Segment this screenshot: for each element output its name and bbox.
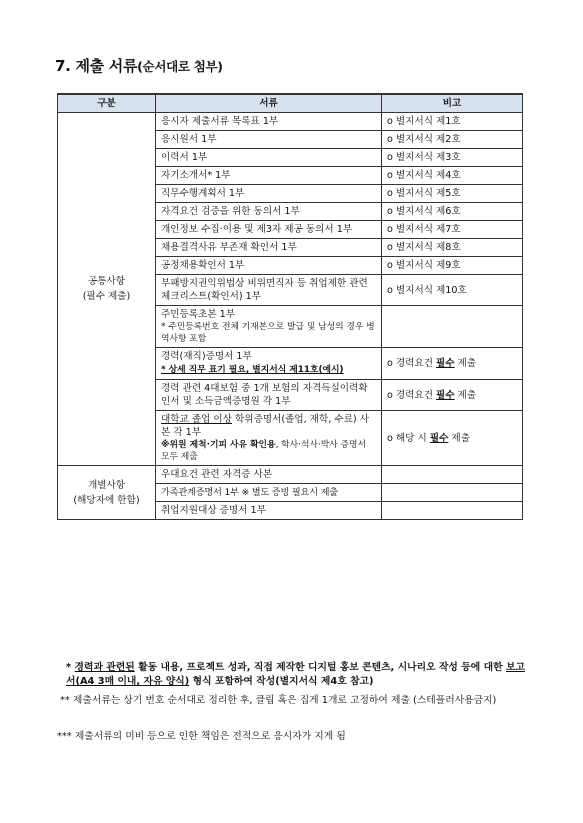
table-header-row bbox=[58, 94, 523, 113]
document-cell: 이력서 1부 bbox=[156, 149, 382, 167]
required-mark: 필수 bbox=[436, 389, 455, 401]
footnote-3: *** 제출서류의 미비 등으로 인한 책임은 전적으로 응시자가 지게 됨 bbox=[57, 731, 346, 742]
document-remark: * 주민등록번호 전체 기재본으로 발급 및 남성의 경우 병역사항 포함 bbox=[161, 322, 375, 344]
table-row bbox=[58, 466, 523, 484]
document-cell: 부패방지권익위법상 비위면직자 등 취업제한 관련 체크리스트(확인서) 1부 bbox=[156, 275, 382, 306]
note-cell: ο 별지서식 제5호 bbox=[382, 185, 523, 203]
table-row bbox=[58, 113, 523, 131]
section-title-sub: (순서대로 첨부) bbox=[137, 59, 223, 74]
note-cell: ο 별지서식 제2호 bbox=[382, 131, 523, 149]
footnote-1: * 경력과 관련된 활동 내용, 프로젝트 성과, 직접 제작한 디지털 홍보 콘텐츠, 시나리오 작성 등에 대한 보고서(A4 3매 이내, 자유 양식) 형식 포함하여 작성(별지서식 제4호 참고) bbox=[66, 662, 525, 687]
note-cell: ο 별지서식 제3호 bbox=[382, 149, 523, 167]
note-cell: ο 별지서식 제4호 bbox=[382, 167, 523, 185]
note-cell: ο 경력요건 필수 제출 bbox=[382, 348, 523, 380]
document-main: 경력(재직)증명서 1부 bbox=[161, 351, 252, 362]
document-cell bbox=[156, 306, 382, 348]
section-title-main: 7. 제출 서류 bbox=[55, 57, 138, 75]
document-cell: 채용결격사유 부존재 확인서 1부 bbox=[156, 239, 382, 257]
note-cell: ο 별지서식 제1호 bbox=[382, 113, 523, 131]
document-main: 주민등록초본 1부 bbox=[161, 309, 236, 320]
document-remark: * 상세 직무 표기 필요, 별지서식 제11호(예시) bbox=[161, 365, 344, 375]
header-document: 서류 bbox=[156, 94, 382, 113]
category-individual: 개별사항 (해당자에 한함) bbox=[58, 466, 156, 520]
section-title bbox=[55, 55, 223, 76]
document-main: 학위증명서(졸업, 재학, 수료) 사본 각 1부 bbox=[161, 414, 369, 438]
note-cell: ο 별지서식 제6호 bbox=[382, 203, 523, 221]
header-note: 비고 bbox=[382, 94, 523, 113]
header-category: 구분 bbox=[58, 94, 156, 113]
note-cell bbox=[382, 502, 523, 520]
required-mark: 필수 bbox=[429, 432, 449, 444]
document-cell: 응시원서 1부 bbox=[156, 131, 382, 149]
document-remark: ※위원 제척·기피 사유 확인용, 학사·석사·박사 증명서 모두 제출 bbox=[161, 440, 367, 462]
document-table bbox=[57, 93, 523, 520]
note-cell: ο 별지서식 제10호 bbox=[382, 275, 523, 306]
document-cell: 개인정보 수집·이용 및 제3자 제공 동의서 1부 bbox=[156, 221, 382, 239]
document-cell bbox=[156, 348, 382, 380]
document-cell bbox=[156, 411, 382, 466]
note-cell bbox=[382, 466, 523, 484]
document-cell: 취업지원대상 증명서 1부 bbox=[156, 502, 382, 520]
document-cell: 직무수행계획서 1부 bbox=[156, 185, 382, 203]
note-cell: ο 경력요건 필수 제출 bbox=[382, 380, 523, 411]
category-common: 공통사항 (필수 제출) bbox=[58, 113, 156, 466]
document-cell: 자기소개서* 1부 bbox=[156, 167, 382, 185]
footnote-2: ** 제출서류는 상기 번호 순서대로 정리한 후, 클립 혹은 집게 1개로 고정하여 제출 (스테플러사용금지) bbox=[60, 695, 497, 706]
document-cell: 공정채용확인서 1부 bbox=[156, 257, 382, 275]
note-cell bbox=[382, 484, 523, 502]
note-cell: ο 해당 시 필수 제출 bbox=[382, 411, 523, 466]
document-cell: 가족관계증명서 1부 ※ 별도 증빙 필요시 제출 bbox=[156, 484, 382, 502]
note-cell: ο 별지서식 제7호 bbox=[382, 221, 523, 239]
document-emphasis: 대학교 졸업 이상 bbox=[161, 414, 232, 425]
note-cell bbox=[382, 306, 523, 348]
document-cell: 응시자 제출서류 목록표 1부 bbox=[156, 113, 382, 131]
document-cell: 자격요건 검증을 위한 동의서 1부 bbox=[156, 203, 382, 221]
note-cell: ο 별지서식 제9호 bbox=[382, 257, 523, 275]
note-cell: ο 별지서식 제8호 bbox=[382, 239, 523, 257]
required-mark: 필수 bbox=[436, 358, 455, 369]
document-cell: 경력 관련 4대보험 중 1개 보험의 자격득실이력확인서 및 소득금액증명원 각 1부 bbox=[156, 380, 382, 411]
document-cell: 우대요건 관련 자격증 사본 bbox=[156, 466, 382, 484]
